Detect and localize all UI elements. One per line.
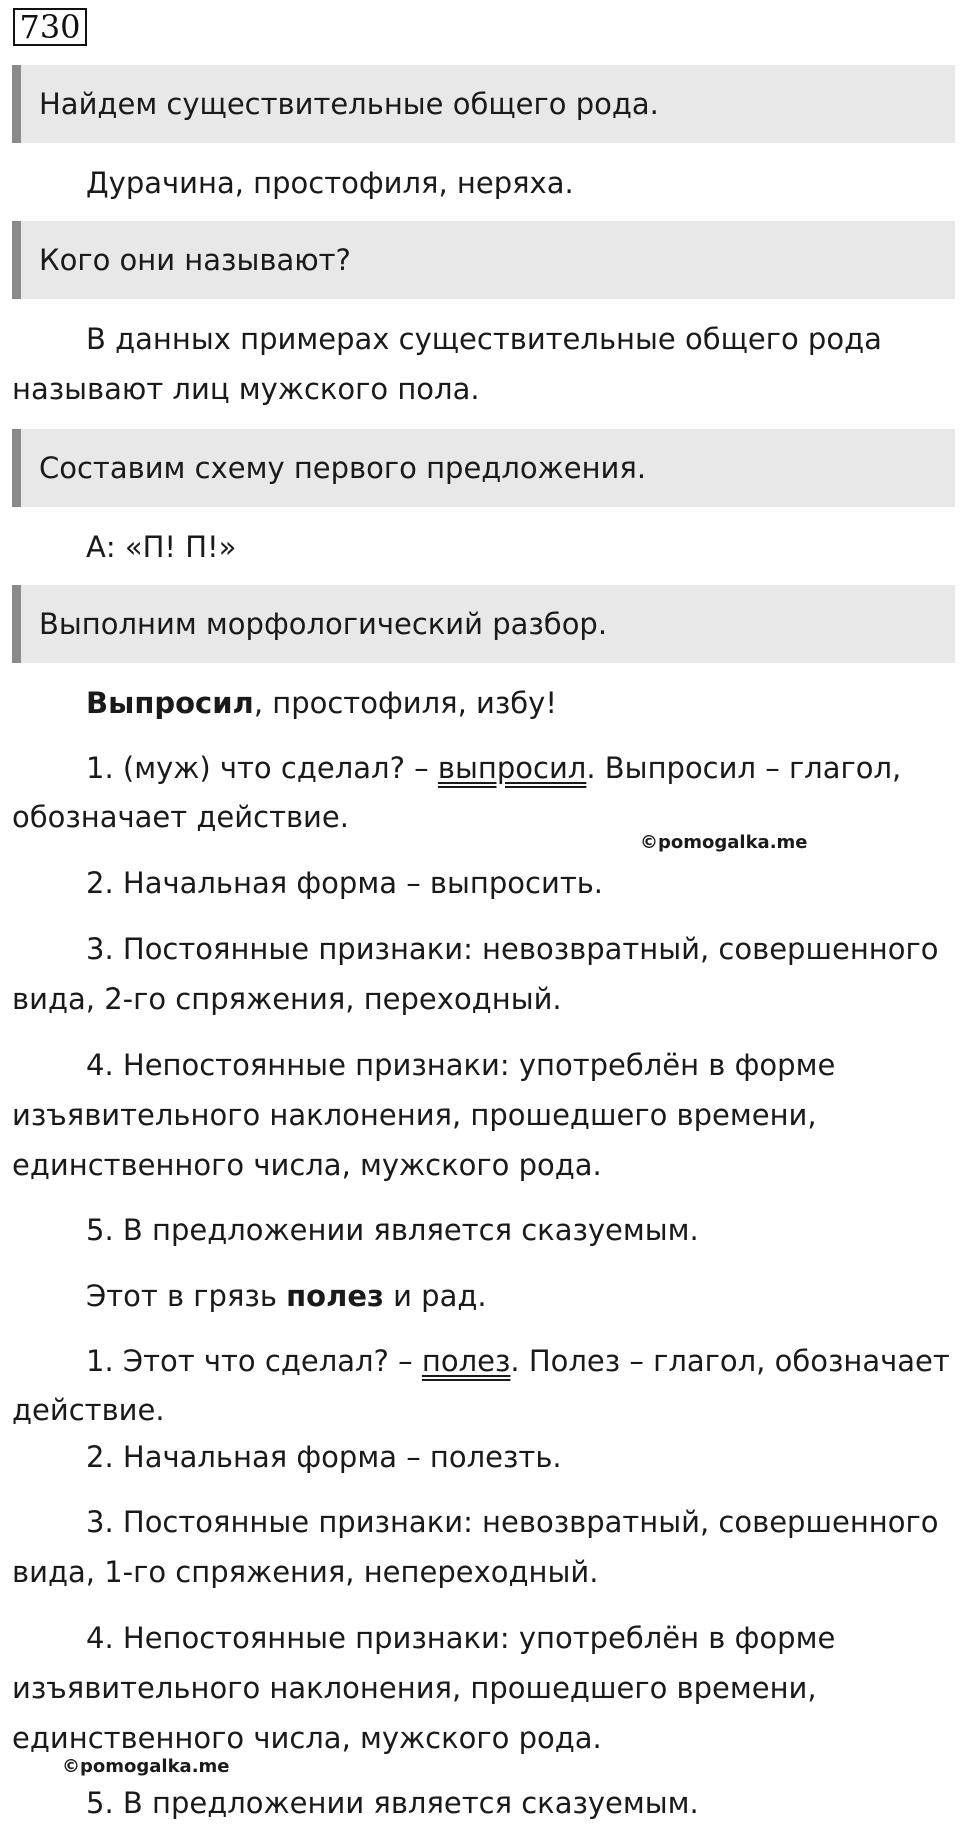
analyzed-word: Выпросил (86, 686, 254, 720)
part2-item4-line3: единственного числа, мужского рода. (12, 1721, 602, 1755)
part2-item1-line1 (12, 1336, 957, 1386)
item-text: 3. Постоянные признаки: невозвратный, совершенного (86, 1505, 939, 1539)
item-text: 4. Непостоянные признаки: употреблён в форме (86, 1621, 836, 1655)
part2-item5 (12, 1778, 957, 1828)
part1-item1-line1 (12, 743, 957, 793)
section-heading-1: Найдем существительные общего рода. (12, 65, 955, 143)
section-answer-2-line1 (12, 314, 957, 364)
section-heading-4: Выполним морфологический разбор. (12, 585, 955, 663)
item-text: 5. В предложении является сказуемым. (86, 1786, 699, 1820)
item-text: 2. Начальная форма – полезть. (86, 1440, 562, 1474)
sentence-text: и рад. (383, 1279, 487, 1313)
sentence-scheme: А: «П! П!» (86, 530, 237, 564)
part1-item5 (12, 1205, 957, 1255)
part1-item4-line2: изъявительного наклонения, прошедшего времени, (12, 1098, 817, 1132)
analysis-sentence-1 (12, 678, 957, 728)
item-text: 3. Постоянные признаки: невозвратный, совершенного (86, 932, 939, 966)
underlined-predicate: полез (421, 1344, 511, 1378)
part1-item4-line1 (12, 1040, 957, 1090)
part1-item4-line3: единственного числа, мужского рода. (12, 1148, 602, 1182)
watermark: ©pomogalka.me (62, 1756, 230, 1777)
part2-item3-line1 (12, 1497, 957, 1547)
answer-text: В данных примерах существительные общего рода (86, 322, 882, 356)
watermark: ©pomogalka.me (640, 832, 808, 853)
part2-item4-line2: изъявительного наклонения, прошедшего времени, (12, 1671, 817, 1705)
item-text: 4. Непостоянные признаки: употреблён в форме (86, 1048, 836, 1082)
answer-text: Дурачина, простофиля, неряха. (86, 166, 574, 200)
section-answer-2-line2: называют лиц мужского пола. (12, 372, 480, 406)
part1-item3-line1 (12, 924, 957, 974)
part2-item1-line2: действие. (12, 1393, 165, 1427)
part1-item1-line2: обозначает действие. (12, 800, 349, 834)
section-answer-1 (12, 158, 957, 208)
underlined-predicate: выпросил (437, 751, 587, 785)
sentence-text: Этот в грязь (86, 1279, 287, 1313)
item-text: 5. В предложении является сказуемым. (86, 1213, 699, 1247)
item-text: 2. Начальная форма – выпросить. (86, 866, 604, 900)
item-text: . Выпросил – глагол, (586, 751, 902, 785)
part2-item4-line1 (12, 1613, 957, 1663)
sentence-rest: , простофиля, избу! (253, 686, 557, 720)
item-text: . Полез – глагол, обозначает (510, 1344, 950, 1378)
part2-item3-line2: вида, 1-го спряжения, непереходный. (12, 1555, 599, 1589)
part2-item2 (12, 1432, 957, 1482)
analysis-sentence-2 (12, 1271, 957, 1321)
part1-item3-line2: вида, 2-го спряжения, переходный. (12, 982, 562, 1016)
analyzed-word: полез (286, 1279, 384, 1313)
section-answer-3 (12, 522, 957, 572)
section-heading-2: Кого они называют? (12, 221, 955, 299)
item-text: 1. (муж) что сделал? – (86, 751, 438, 785)
part1-item2 (12, 858, 957, 908)
task-number: 730 (13, 8, 87, 46)
item-text: 1. Этот что сделал? – (86, 1344, 422, 1378)
section-heading-3: Составим схему первого предложения. (12, 429, 955, 507)
